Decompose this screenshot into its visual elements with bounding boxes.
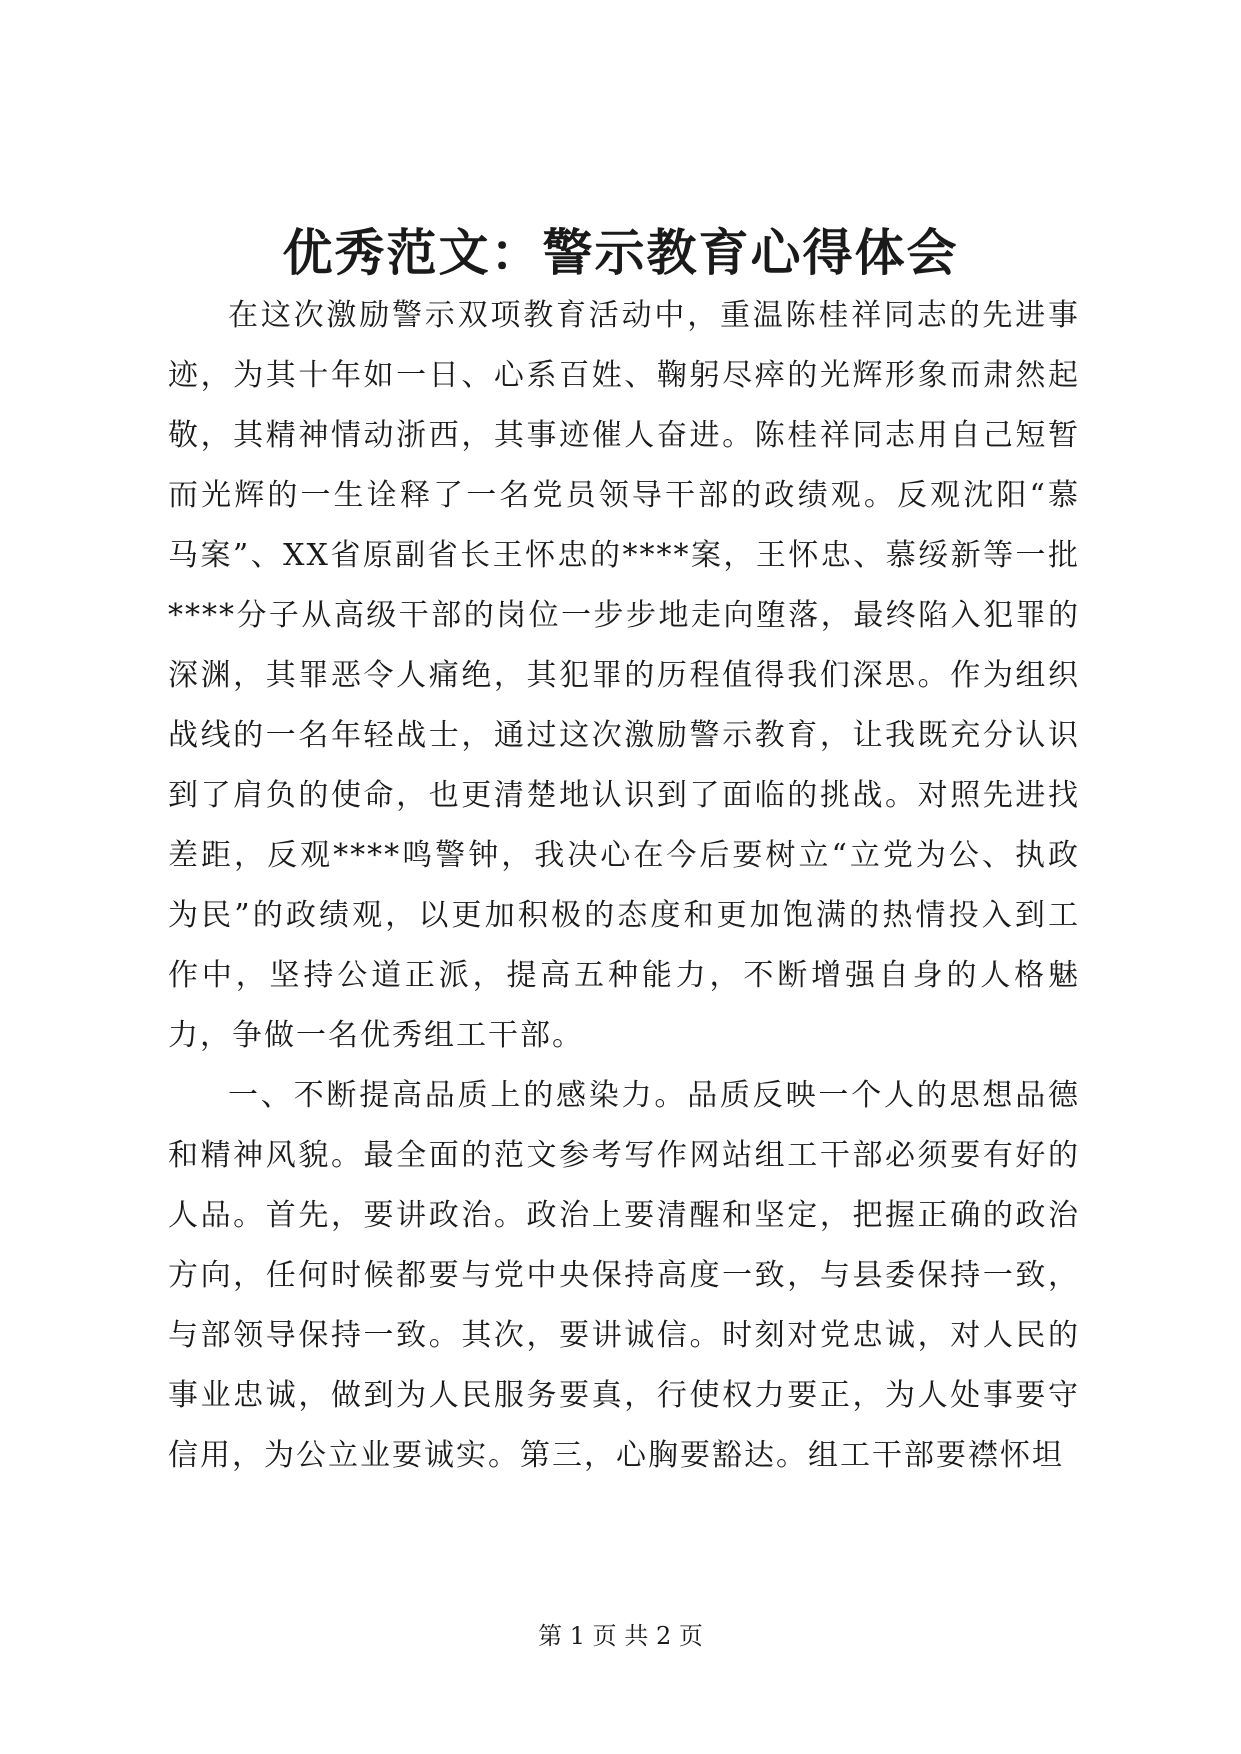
document-body — [168, 286, 1080, 1486]
paragraph-intro: 在这次激励警示双项教育活动中，重温陈桂祥同志的先进事迹，为其十年如一日、心系百姓、鞠躬尽瘁的光辉形象而肃然起敬，其精神情动浙西，其事迹催人奋进。陈桂祥同志用自己短暂而光辉的一生诠释了一名党员领导干部的政绩观。反观沈阳“慕马案”、XX省原副省长王怀忠的****案，王怀忠、慕绥新等一批****分子从高级干部的岗位一步步地走向堕落，最终陷入犯罪的深渊，其罪恶令人痛绝，其犯罪的历程值得我们深思。作为组织战线的一名年轻战士，通过这次激励警示教育，让我既充分认识到了肩负的使命，也更清楚地认识到了面临的挑战。对照先进找差距，反观****鸣警钟，我决心在今后要树立“立党为公、执政为民”的政绩观，以更加积极的态度和更加饱满的热情投入到工作中，坚持公道正派，提高五种能力，不断增强自身的人格魅力，争做一名优秀组工干部。 — [168, 298, 1080, 1053]
page-footer: 第 1 页 共 2 页 — [538, 1622, 703, 1650]
paragraph-section-one: 一、不断提高品质上的感染力。品质反映一个人的思想品德和精神风貌。最全面的范文参考写作网站组工干部必须要有好的人品。首先，要讲政治。政治上要清醒和坚定，把握正确的政治方向，任何时候都要与党中央保持高度一致，与县委保持一致，与部领导保持一致。其次，要讲诚信。时刻对党忠诚，对人民的事业忠诚，做到为人民服务要真，行使权力要正，为人处事要守信用，为公立业要诚实。第三，心胸要豁达。组工干部要襟怀坦 — [168, 1078, 1080, 1473]
page-title: 优秀范文：警示教育心得体会 — [282, 223, 959, 282]
